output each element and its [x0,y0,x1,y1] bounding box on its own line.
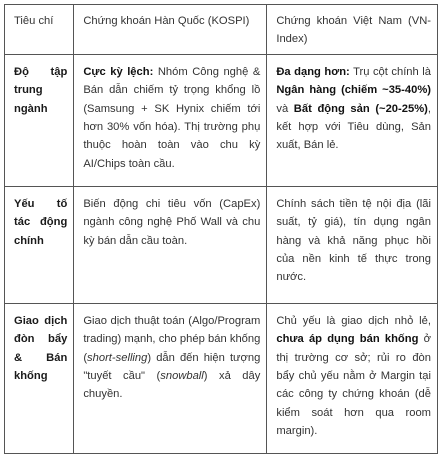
header-korea-text: Chứng khoán Hàn Quốc (KOSPI) [83,15,250,27]
cell-text: Chính sách tiền tệ nội địa (lãi suất, tỷ giá), tín dụng ngân hàng và khả năng phục hồi của nền kinh tế thực trong nước. [276,197,431,284]
cell-text: Trụ cột chính là [349,65,431,78]
cell-bold-text: Ngân hàng (chiếm ~35-40%) [276,84,431,97]
table-header-row [5,5,438,55]
cell-text: Nhóm Công nghệ & Bán dẫn chiếm tỷ trọng khổng lồ (Samsung + SK Hynix chiếm tới hơn 30% vốn hóa). Thị trường phụ thuộc hoàn toàn vào chu kỳ AI/Chips toàn cầu. [83,65,261,170]
row-label-text: Độ tập trung ngành [14,65,68,115]
table-row [5,186,438,303]
row-label-text: Giao dịch đòn bẩy & Bán khống [14,314,68,383]
cell-vietnam-drivers [267,186,438,303]
table-row [5,303,438,453]
cell-italic-text: snowball [160,370,204,383]
row-label-concentration [5,54,74,186]
cell-vietnam-concentration [267,54,438,186]
cell-bold-text: Đa dạng hơn: [276,65,350,78]
header-vietnam [267,5,438,55]
row-label-leverage [5,303,74,453]
cell-text: ) xả dây chuyền. [83,370,261,401]
cell-korea-drivers [74,186,267,303]
cell-korea-leverage [74,303,267,453]
row-label-drivers [5,186,74,303]
cell-text: , kết hợp với Tiêu dùng, Sản xuất, Bán lẻ. [276,102,431,152]
row-label-text: Yếu tố tác động chính [14,197,68,247]
header-vietnam-text: Chứng khoán Việt Nam (VN-Index) [276,15,431,46]
header-korea [74,5,267,55]
comparison-table [4,4,438,454]
cell-text: ở thị trường cơ sở; rủi ro đòn bẩy chủ yếu nằm ở Margin tại các công ty chứng khoán (dễ kiểm soát hơn qua room margin). [276,333,431,438]
cell-korea-concentration [74,54,267,186]
table-row [5,54,438,186]
cell-vietnam-leverage [267,303,438,453]
cell-text: Giao dịch thuật toán (Algo/Program trading) mạnh, cho phép bán khống ( [83,314,261,364]
cell-text: và [276,102,294,115]
cell-bold-text: Bất động sản (~20-25%) [293,102,428,115]
cell-italic-text: short-selling [87,351,148,364]
cell-bold-text: chưa áp dụng bán khống [276,333,419,346]
header-criteria [5,5,74,55]
cell-bold-text: Cực kỳ lệch: [83,65,154,78]
cell-text: Biến động chi tiêu vốn (CapEx) ngành công nghệ Phố Wall và chu kỳ bán dẫn cầu toàn. [83,197,261,247]
header-criteria-text: Tiêu chí [14,15,54,27]
cell-text: ) dẫn đến hiện tượng "tuyết cầu" ( [83,351,261,383]
cell-text: Chủ yếu là giao dịch nhỏ lẻ, [276,314,431,327]
